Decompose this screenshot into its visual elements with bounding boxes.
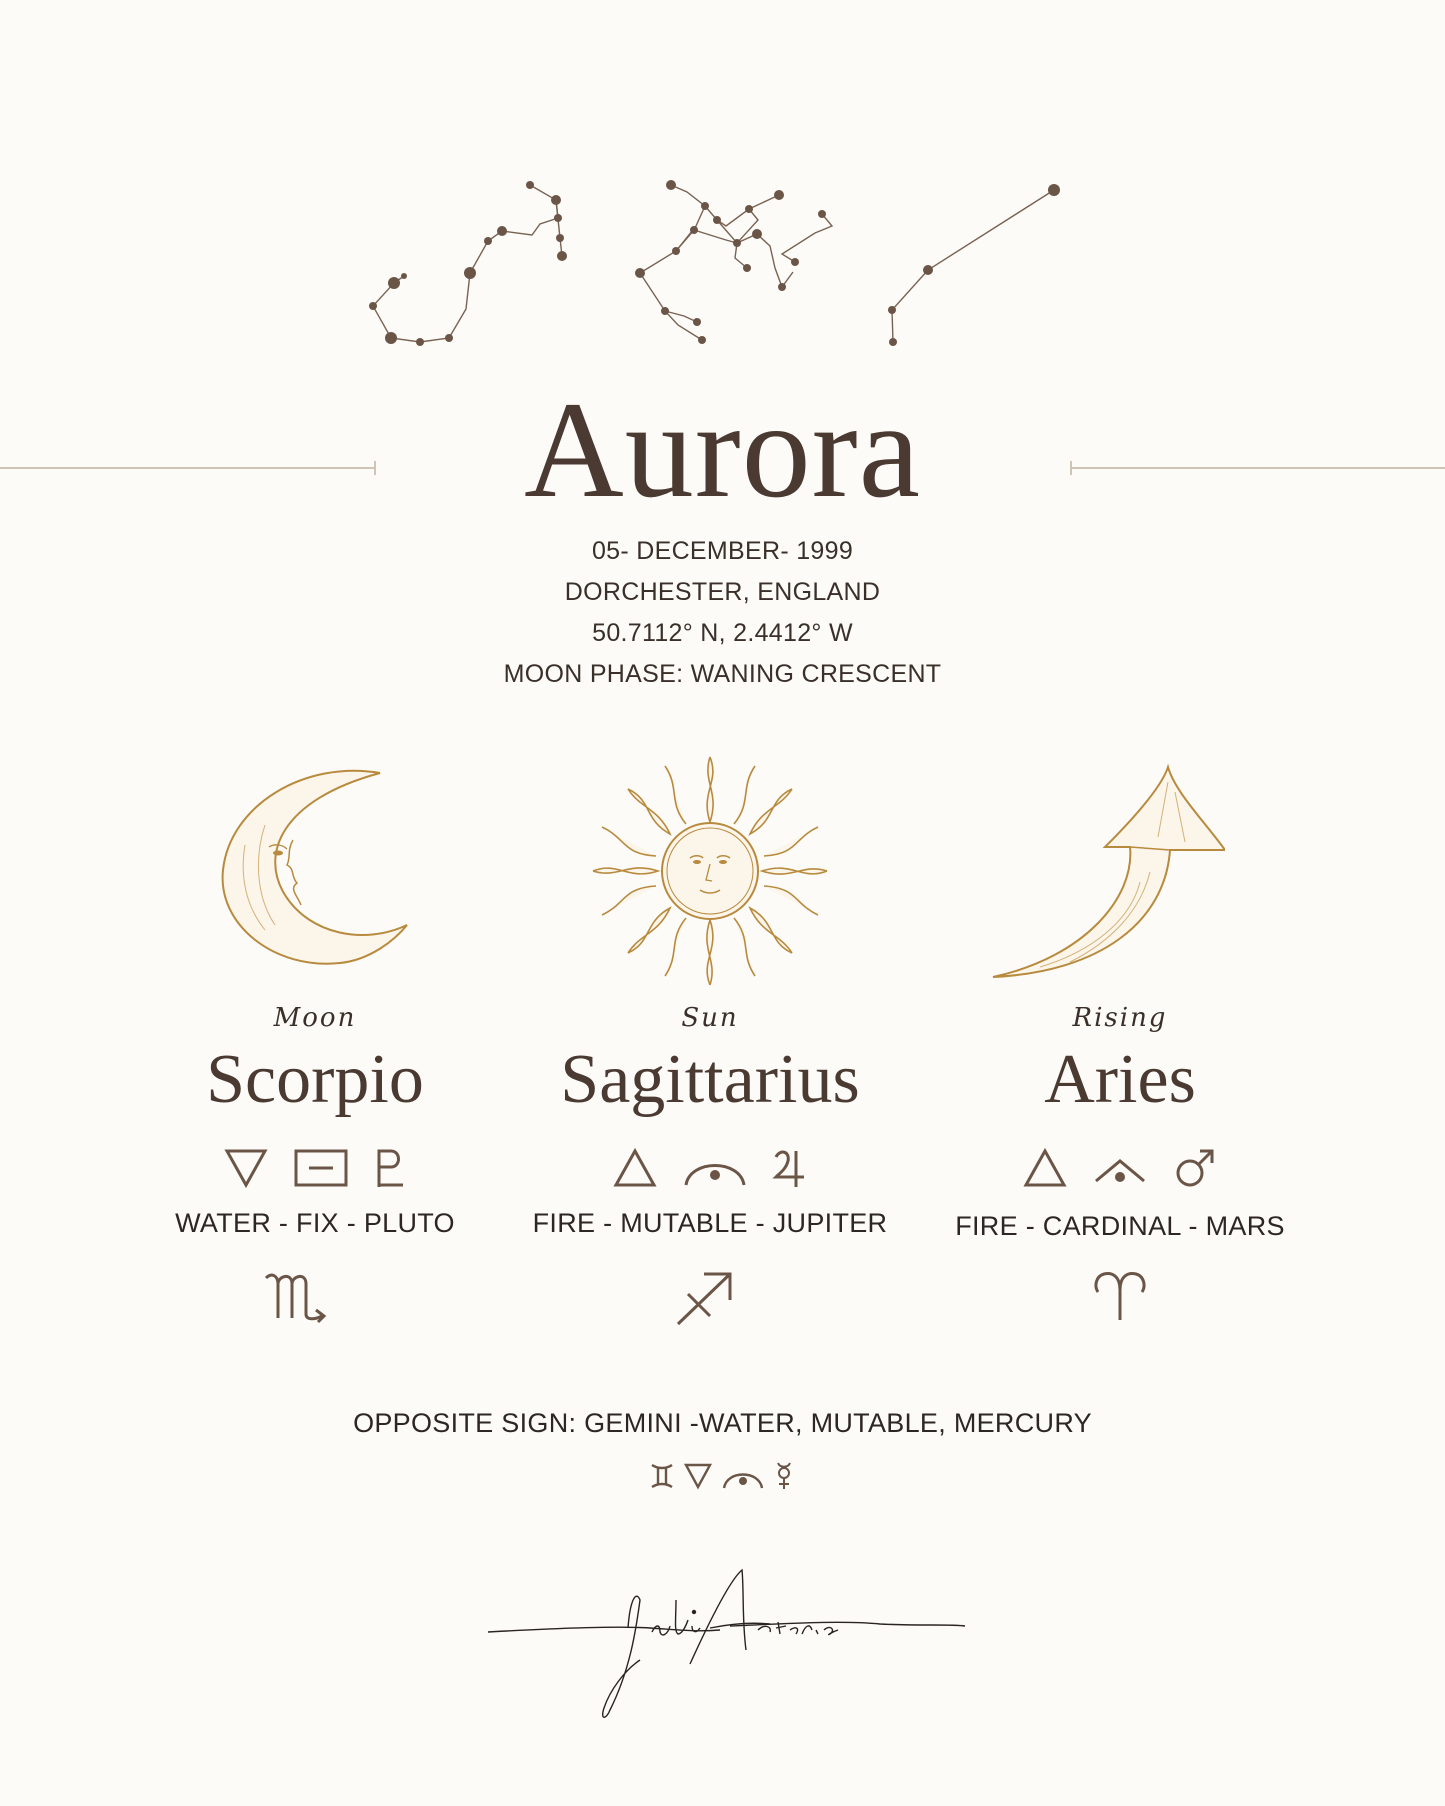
signature-logo: [480, 1560, 970, 1730]
moon-phase: MOON PHASE: WANING CRESCENT: [503, 660, 942, 688]
crescent-moon-face-icon: [205, 765, 420, 970]
cardinal-modality-icon: [1092, 1147, 1148, 1189]
moon-properties: WATER - FIX - PLUTO: [175, 1208, 455, 1238]
sun-sign-name: Sagittarius: [560, 1041, 860, 1118]
moon-sign-name: Scorpio: [206, 1041, 424, 1118]
constellations-header: [0, 0, 1445, 420]
water-element-icon: [683, 1462, 713, 1490]
mercury-icon: [773, 1461, 795, 1491]
sun-glyphs: [575, 1143, 845, 1193]
pluto-icon: [373, 1147, 407, 1189]
birth-coordinates: 50.7112° N, 2.4412° W: [592, 619, 853, 647]
birth-place: DORCHESTER, ENGLAND: [564, 578, 881, 606]
chart-name-title: Aurora: [524, 373, 921, 526]
sagittarius-constellation-icon: [640, 185, 832, 340]
moon-label: Moon: [273, 1003, 357, 1033]
rising-sign-name: Aries: [1044, 1041, 1196, 1118]
moon-glyphs: [180, 1143, 450, 1193]
sun-label: Sun: [681, 1003, 739, 1033]
scorpius-constellation-icon: [373, 185, 562, 342]
opposite-sign-text: OPPOSITE SIGN: GEMINI -WATER, MUTABLE, MERCURY: [353, 1408, 1092, 1438]
rising-glyphs: [1000, 1143, 1240, 1193]
scorpio-icon: [262, 1268, 336, 1324]
signature-text: julieAsteria: [480, 1560, 486, 1561]
sun-properties: FIRE - MUTABLE - JUPITER: [532, 1208, 888, 1238]
rising-arrow-icon: [990, 762, 1225, 987]
rising-label: Rising: [1072, 1003, 1168, 1033]
opposite-glyphs: [622, 1458, 822, 1494]
mutable-modality-icon: [721, 1462, 765, 1490]
aries-constellation-icon: [892, 190, 1054, 342]
fire-element-icon: [612, 1147, 658, 1189]
sun-face-icon: [590, 752, 830, 990]
mars-icon: [1172, 1147, 1218, 1189]
rising-properties: FIRE - CARDINAL - MARS: [955, 1211, 1285, 1241]
jupiter-icon: [772, 1147, 808, 1189]
fixed-modality-icon: [293, 1147, 349, 1189]
water-element-icon: [223, 1147, 269, 1189]
birth-date: 05- DECEMBER- 1999: [591, 537, 854, 565]
aries-icon: [1090, 1268, 1150, 1322]
mutable-modality-icon: [682, 1147, 748, 1189]
sagittarius-icon: [674, 1270, 736, 1328]
fire-element-icon: [1022, 1147, 1068, 1189]
constellation-stars: [369, 180, 1060, 346]
gemini-icon: [649, 1462, 675, 1490]
